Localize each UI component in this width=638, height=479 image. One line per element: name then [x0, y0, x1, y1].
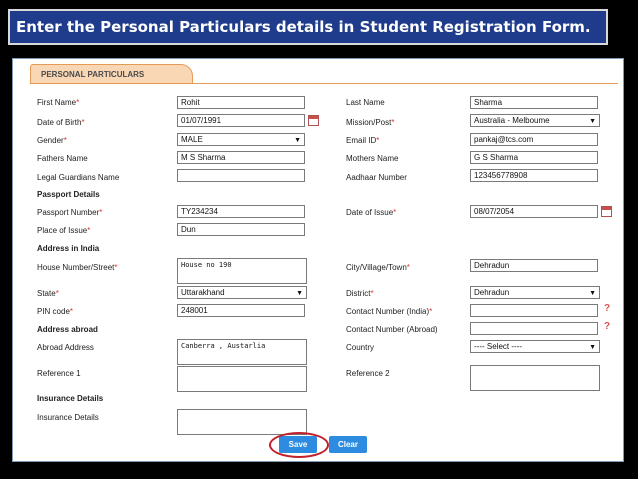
registration-form — [12, 58, 624, 462]
mission-post-select[interactable]: Australia - Melboume ▼ — [470, 114, 600, 127]
pin-code-input[interactable]: 248001 — [177, 304, 305, 317]
section-divider — [30, 83, 618, 84]
abroad-address-label: Abroad Address — [37, 343, 94, 352]
help-icon[interactable]: ? — [604, 303, 611, 314]
contact-india-label: Contact Number (India)* — [346, 307, 433, 316]
section-tab-personal-particulars: PERSONAL PARTICULARS — [30, 64, 193, 84]
contact-abroad-label: Contact Number (Abroad) — [346, 325, 438, 334]
passport-number-input[interactable]: TY234234 — [177, 205, 305, 218]
aadhaar-number-label: Aadhaar Number — [346, 173, 407, 182]
calendar-icon[interactable] — [308, 115, 319, 126]
mother-name-input[interactable]: G S Sharma — [470, 151, 598, 164]
chevron-down-icon: ▼ — [294, 137, 301, 144]
guardian-name-label: Legal Guardians Name — [37, 173, 120, 182]
father-name-label: Fathers Name — [37, 154, 88, 163]
place-of-issue-label: Place of Issue* — [37, 226, 91, 235]
help-icon[interactable]: ? — [604, 321, 611, 332]
first-name-input[interactable]: Rohit — [177, 96, 305, 109]
state-select[interactable]: Uttarakhand ▼ — [177, 286, 307, 299]
insurance-details-heading: Insurance Details — [37, 394, 104, 403]
place-of-issue-input[interactable]: Dun — [177, 223, 305, 236]
district-label: District* — [346, 289, 374, 298]
chevron-down-icon: ▼ — [589, 290, 596, 297]
contact-india-input[interactable] — [470, 304, 598, 317]
page-banner: Enter the Personal Particulars details in Student Registration Form. — [8, 9, 608, 45]
pin-code-label: PIN code* — [37, 307, 74, 316]
clear-button[interactable]: Clear — [329, 436, 367, 453]
dob-label: Date of Birth* — [37, 118, 85, 127]
insurance-details-label: Insurance Details — [37, 413, 99, 422]
insurance-details-textarea[interactable] — [177, 409, 307, 435]
house-street-label: House Number/Street* — [37, 263, 118, 272]
reference-1-textarea[interactable] — [177, 366, 307, 392]
state-label: State* — [37, 289, 59, 298]
mission-post-label: Mission/Post* — [346, 118, 395, 127]
country-label: Country — [346, 343, 375, 352]
contact-abroad-input[interactable] — [470, 322, 598, 335]
city-input[interactable]: Dehradun — [470, 259, 598, 272]
mother-name-label: Mothers Name — [346, 154, 399, 163]
date-of-issue-label: Date of Issue* — [346, 208, 397, 217]
house-street-textarea[interactable]: House no 190 — [177, 258, 307, 284]
first-name-label: First Name* — [37, 98, 80, 107]
country-select[interactable]: ---- Select ---- ▼ — [470, 340, 600, 353]
dob-input[interactable]: 01/07/1991 — [177, 114, 305, 127]
highlight-ring — [269, 432, 329, 458]
email-label: Email ID* — [346, 136, 380, 145]
address-india-heading: Address in India — [37, 244, 100, 253]
last-name-input[interactable]: Sharma — [470, 96, 598, 109]
district-select[interactable]: Dehradun ▼ — [470, 286, 600, 299]
passport-details-heading: Passport Details — [37, 190, 100, 199]
gender-select[interactable]: MALE ▼ — [177, 133, 305, 146]
aadhaar-number-input[interactable]: 123456778908 — [470, 169, 598, 182]
reference-2-textarea[interactable] — [470, 365, 600, 391]
date-of-issue-input[interactable]: 08/07/2054 — [470, 205, 598, 218]
city-label: City/Village/Town* — [346, 263, 410, 272]
abroad-address-textarea[interactable]: Canberra , Austarlia — [177, 339, 307, 365]
email-input[interactable]: pankaj@tcs.com — [470, 133, 598, 146]
chevron-down-icon: ▼ — [296, 290, 303, 297]
passport-number-label: Passport Number* — [37, 208, 103, 217]
reference-1-label: Reference 1 — [37, 369, 81, 378]
address-abroad-heading: Address abroad — [37, 325, 98, 334]
reference-2-label: Reference 2 — [346, 369, 390, 378]
guardian-name-input[interactable] — [177, 169, 305, 182]
chevron-down-icon: ▼ — [589, 344, 596, 351]
last-name-label: Last Name — [346, 98, 385, 107]
calendar-icon[interactable] — [601, 206, 612, 217]
gender-label: Gender* — [37, 136, 67, 145]
father-name-input[interactable]: M S Sharma — [177, 151, 305, 164]
save-button[interactable]: Save — [279, 436, 317, 453]
chevron-down-icon: ▼ — [589, 118, 596, 125]
